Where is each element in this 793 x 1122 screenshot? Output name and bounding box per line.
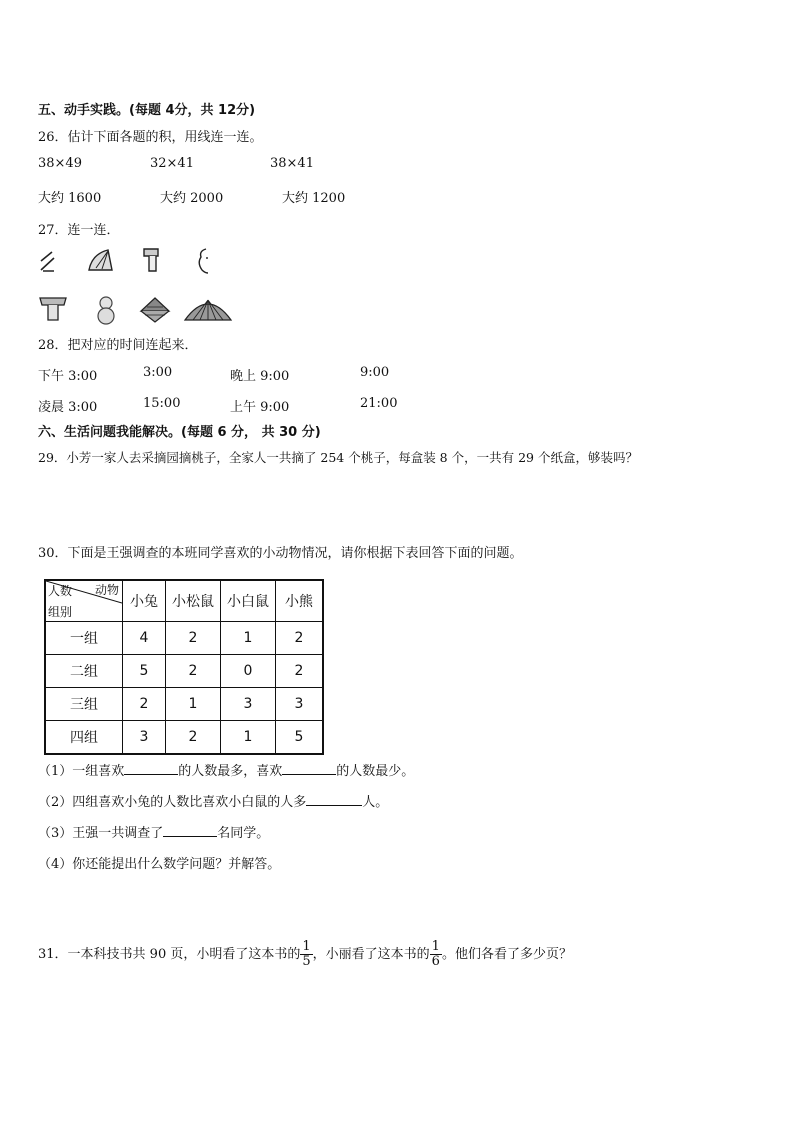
table-cell: 2 — [276, 622, 324, 655]
snowman-icon — [93, 294, 119, 326]
question-31 — [38, 940, 572, 970]
survey-table — [44, 579, 324, 755]
q30-sub1-part-a: （1）一组喜欢 — [38, 764, 125, 779]
q28-time-8: 21:00 — [360, 396, 398, 411]
q28-time-2: 3:00 — [143, 365, 173, 380]
table-cell: 4 — [123, 622, 166, 655]
q30-sub1-part-c: 的人数最少。 — [336, 764, 415, 779]
table-row — [45, 655, 323, 688]
question-26-text: 26．估计下面各题的积，用线连一连。 — [38, 130, 263, 145]
q30-sub2-part-a: （2）四组喜欢小兔的人数比喜欢小白鼠的人多 — [38, 795, 307, 810]
table-cell: 3 — [123, 721, 166, 755]
fraction-numerator: 1 — [302, 939, 311, 954]
partial-umbrella-icon — [86, 246, 114, 274]
q30-sub-3 — [38, 822, 269, 841]
fraction-denominator: 5 — [302, 954, 311, 969]
table-row — [45, 721, 323, 755]
table-cell: 5 — [123, 655, 166, 688]
q31-part-a: 31．一本科技书共 90 页，小明看了这本书的 — [38, 947, 301, 962]
table-cell: 2 — [166, 622, 221, 655]
column-header: 小松鼠 — [166, 580, 221, 622]
column-header: 小白鼠 — [221, 580, 276, 622]
table-cell: 1 — [221, 622, 276, 655]
row-label: 四组 — [45, 721, 123, 755]
q28-time-4: 9:00 — [360, 365, 390, 380]
q26-estimate-1: 大约 1600 — [38, 191, 102, 206]
table-cell: 2 — [166, 721, 221, 755]
table-cell: 0 — [221, 655, 276, 688]
fraction-numerator: 1 — [431, 939, 440, 954]
q26-estimate-3: 大约 1200 — [282, 191, 346, 206]
fraction-denominator: 6 — [431, 954, 440, 969]
q31-part-b: ，小丽看了这本书的 — [312, 947, 430, 962]
corner-label-group: 组别 — [48, 605, 73, 619]
q30-sub2-part-b: 人。 — [362, 795, 389, 810]
corner-label-animal: 动物 — [94, 583, 119, 597]
fraction-one-fifth — [300, 940, 312, 969]
q26-expr-2: 32×41 — [150, 156, 194, 171]
table-cell: 3 — [276, 688, 324, 721]
q30-sub-4: （4）你还能提出什么数学问题？并解答。 — [38, 857, 281, 872]
house-icon — [138, 296, 172, 324]
q31-part-c: 。他们各看了多少页？ — [441, 947, 572, 962]
table-row — [45, 622, 323, 655]
q26-expr-1: 38×49 — [38, 156, 82, 171]
question-27-text: 27．连一连． — [38, 223, 120, 238]
table-cell: 5 — [276, 721, 324, 755]
partial-mushroom-icon — [142, 246, 164, 274]
question-30-text: 30．下面是王强调查的本班同学喜欢的小动物情况，请你根据下表回答下面的问题。 — [38, 546, 523, 561]
fraction-one-sixth — [430, 940, 442, 969]
table-row — [45, 688, 323, 721]
corner-label-count: 人数 — [48, 584, 73, 598]
q30-sub3-part-b: 名同学。 — [217, 826, 270, 841]
q30-sub-1 — [38, 760, 414, 779]
q26-estimate-2: 大约 2000 — [160, 191, 224, 206]
q30-sub1-part-b: 的人数最多，喜欢 — [178, 764, 283, 779]
question-29-text: 29．小芳一家人去采摘园摘桃子，全家人一共摘了 254 个桃子，每盒装 8 个，一共有 29 个纸盒，够装吗？ — [38, 450, 638, 465]
q28-time-5: 凌晨 3:00 — [38, 400, 98, 415]
table-cell: 3 — [221, 688, 276, 721]
table-cell: 2 — [276, 655, 324, 688]
q30-sub-2 — [38, 791, 388, 810]
row-label: 一组 — [45, 622, 123, 655]
row-label: 三组 — [45, 688, 123, 721]
section-6-title: 六、生活问题我能解决。(每题 6 分， 共 30 分) — [38, 425, 321, 440]
answer-blank[interactable] — [163, 824, 217, 837]
answer-blank[interactable] — [282, 762, 336, 775]
answer-blank[interactable] — [306, 793, 362, 806]
partial-snowman-icon — [196, 246, 212, 276]
table-cell: 1 — [221, 721, 276, 755]
table-cell: 2 — [166, 655, 221, 688]
q28-time-3: 晚上 9:00 — [230, 369, 290, 384]
row-label: 二组 — [45, 655, 123, 688]
q28-time-7: 上午 9:00 — [230, 400, 290, 415]
answer-blank[interactable] — [124, 762, 178, 775]
question-28-text: 28．把对应的时间连起来． — [38, 338, 198, 353]
q30-sub3-part-a: （3）王强一共调查了 — [38, 826, 164, 841]
mushroom-icon — [38, 295, 68, 323]
table-cell: 2 — [123, 688, 166, 721]
column-header: 小熊 — [276, 580, 324, 622]
section-5-title: 五、动手实践。(每题 4分，共 12分) — [38, 103, 256, 118]
q28-time-1: 下午 3:00 — [38, 369, 98, 384]
column-header: 小兔 — [123, 580, 166, 622]
partial-slash-icon — [38, 248, 60, 274]
umbrella-icon — [183, 296, 233, 324]
table-corner-header — [45, 580, 123, 622]
table-cell: 1 — [166, 688, 221, 721]
q28-time-6: 15:00 — [143, 396, 181, 411]
q26-expr-3: 38×41 — [270, 156, 314, 171]
